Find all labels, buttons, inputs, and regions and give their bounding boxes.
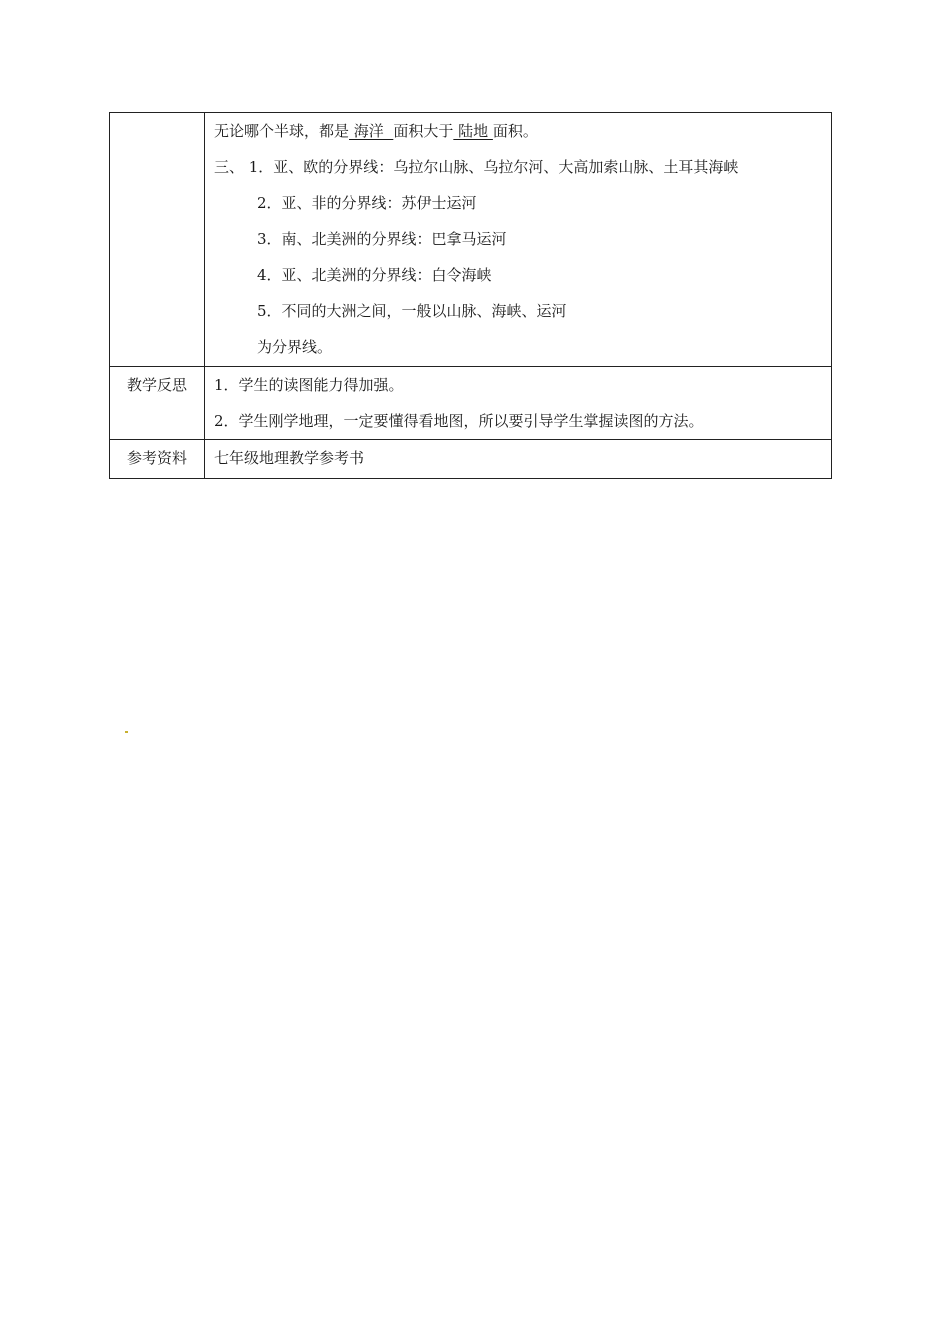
text-segment: 面积。 <box>492 122 538 140</box>
reflection-item-1: 1．学生的读图能力得加强。 <box>214 376 404 394</box>
table-row <box>110 440 832 479</box>
boundary-general-rule: 5．不同的大洲之间，一般以山脉、海峡、运河 <box>257 302 567 320</box>
reference-item: 七年级地理教学参考书 <box>214 449 365 467</box>
boundary-asia-north-america: 4．亚、北美洲的分界线：白令海峡 <box>257 266 492 284</box>
row-label-references: 参考资料 <box>110 440 205 479</box>
boundary-general-rule-cont: 为分界线。 <box>257 338 333 356</box>
boundary-north-south-america: 3．南、北美洲的分界线：巴拿马运河 <box>257 230 507 248</box>
lesson-plan-table <box>109 112 832 479</box>
boundary-asia-africa: 2．亚、非的分界线：苏伊士运河 <box>257 194 477 212</box>
hemisphere-statement <box>214 113 827 149</box>
continents-content-cell <box>205 113 832 367</box>
boundary-asia-europe: 三、 1．亚、欧的分界线：乌拉尔山脉、乌拉尔河、大高加索山脉、土耳其海峡 <box>214 158 739 176</box>
table-row <box>110 113 832 367</box>
answer-blank-ocean: 海洋 <box>349 122 394 140</box>
text-segment: 无论哪个半球，都是 <box>214 122 350 140</box>
answer-blank-land: 陆地 <box>453 122 493 140</box>
reflection-content-cell <box>205 367 832 440</box>
row-label-empty <box>110 113 205 367</box>
references-content-cell <box>205 440 832 479</box>
stray-mark <box>125 731 128 733</box>
text-segment: 面积大于 <box>393 122 454 140</box>
table-row <box>110 367 832 440</box>
row-label-reflection: 教学反思 <box>110 367 205 440</box>
reflection-item-2: 2．学生刚学地理，一定要懂得看地图，所以要引导学生掌握读图的方法。 <box>214 412 704 430</box>
